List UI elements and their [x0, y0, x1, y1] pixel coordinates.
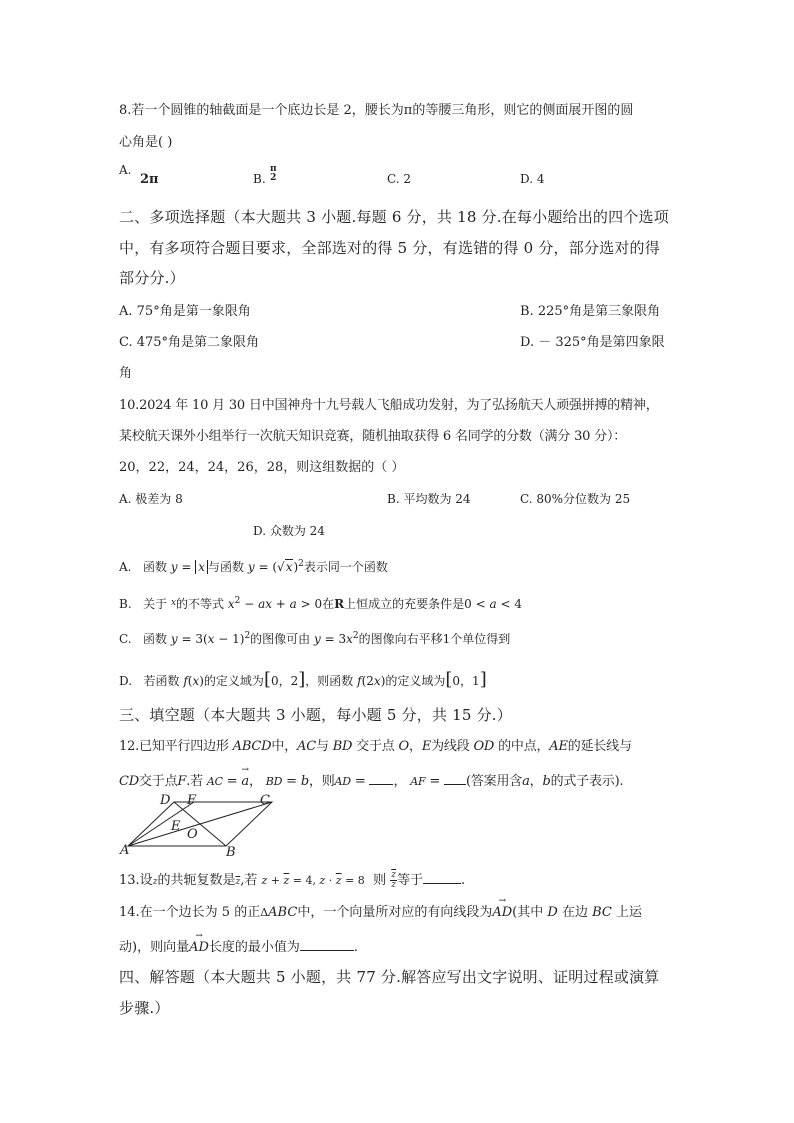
q11-b-text2: 的不等式: [176, 597, 225, 611]
q11-b-text4: 上恒成立的充要条件是: [344, 597, 465, 611]
q11-a-label: A.: [119, 560, 132, 574]
q9-option-d: D. － 325°角是第四象限: [520, 335, 665, 350]
q14-l1-e: 上运: [615, 905, 642, 920]
q14-l2-a: 动)，则向量: [119, 940, 190, 955]
q13-c: ,若: [240, 873, 258, 888]
q10-option-c: C. 80%分位数为 25: [520, 492, 631, 506]
q11-b-text1: 关于: [143, 597, 168, 611]
q8-b-denominator: 2: [270, 173, 277, 183]
q9-option-a: A. 75°角是第一象限角: [119, 304, 251, 319]
q8-option-b-label: B.: [253, 172, 266, 186]
q10-line2: 某校航天课外小组举行一次航天知识竞赛，随机抽取获得 6 名同学的分数（满分 30 分）：: [119, 429, 627, 444]
q12-l1-b: 中，: [271, 739, 297, 754]
q9-option-b: B. 225°角是第三象限角: [520, 304, 661, 319]
q13-d: 则: [373, 873, 387, 888]
q8-option-c: C. 2: [387, 172, 412, 186]
q8-line1: 8.若一个圆锥的轴截面是一个底边长是 2，腰长为π的等腰三角形，则它的侧面展开图的圆: [119, 103, 634, 118]
section4-line1: 四、解答题（本大题共 5 小题，共 77 分.解答应写出文字说明、证明过程或演算: [119, 968, 660, 986]
q11-d-text4: 的定义域为: [385, 674, 446, 688]
q12-l1-g: 的中点，: [498, 739, 550, 754]
q12-line2: CD交于点F.若 AC = → a， BD = b，则AD = ， AF = (答案用含a，b的式子表示).: [119, 772, 623, 788]
label-d: D: [160, 793, 171, 808]
q12-l2-b: .若: [186, 774, 203, 789]
parallelogram-figure: [118, 792, 278, 858]
q8-option-a-value: 2π: [140, 172, 159, 187]
q9-option-d-wrap: 角: [119, 366, 133, 381]
label-c: C: [260, 793, 270, 808]
q13-line: 13.设z的共轭复数是$\overline{z}$,若 $z + \overline{z} = 4$, $z \cdot \overline{z} = 8$ 则 $\frac{\overline{z}}{z}$ 等于 .: [119, 870, 466, 890]
q11-c-text3: 的图像向右平移1个单位得到: [358, 632, 511, 646]
q11-d-text3: ，则函数: [305, 674, 354, 688]
label-o: O: [187, 827, 198, 842]
section2-line2: 中，有多项符合题目要求，全部选对的得 5 分，有选错的得 0 分，部分选对的得: [119, 239, 660, 257]
q10-option-b: B. 平均数为 24: [387, 492, 471, 506]
q12-l1-f: 为线段: [431, 739, 470, 754]
q13-b: 的共轭复数是: [157, 873, 236, 888]
q11-c-label: C.: [119, 632, 132, 646]
q11-d-text1: 若函数: [143, 674, 180, 688]
q14-l1-c: (其中: [512, 905, 544, 920]
section3-title: 三、填空题（本大题共 3 小题，每小题 5 分，共 15 分.）: [119, 706, 512, 724]
q14-l1-a: 14.在一个边长为 5 的正: [119, 905, 261, 920]
q14-blank[interactable]: [300, 938, 354, 951]
q13-blank[interactable]: [423, 871, 461, 884]
q11-c-text1: 函数: [143, 632, 168, 646]
q12-l1-c: 与: [315, 739, 329, 754]
q8-b-numerator: π: [270, 164, 277, 174]
q11-b-text3: 在: [322, 597, 335, 611]
section4-line2: 步骤.）: [119, 999, 170, 1017]
q11-option-d: D. 若函数 f(x)的定义域为[0，2]，则函数 f(2x)的定义域为[0，1]: [119, 669, 487, 690]
q11-b-R: R: [334, 597, 345, 611]
line-af: [128, 802, 194, 846]
q12-blank-af[interactable]: [444, 772, 466, 785]
q11-option-a: A. 函数 y = x 与函数 $y = (√x)^2$表示同一个函数: [119, 559, 388, 574]
q8-option-a-label: A.: [119, 163, 132, 177]
q12-l2-c: ，: [248, 774, 262, 789]
section2-line1: 二、多项选择题（本大题共 3 小题.每题 6 分，共 18 分.在每小题给出的四个选项: [119, 208, 669, 226]
q11-c-text2: 的图像可由: [250, 632, 311, 646]
q12-l1-e: ，: [409, 739, 422, 754]
q12-l2-f: (答案用含: [465, 774, 523, 789]
q10-option-a: A. 极差为 8: [119, 492, 183, 506]
q11-a-text3: 表示同一个函数: [303, 560, 388, 574]
label-f: F: [187, 793, 197, 808]
q14-l1-d: 在边: [561, 905, 588, 920]
q14-l2-b: 长度的最小值为: [208, 940, 300, 955]
q8-option-d: D. 4: [520, 172, 545, 186]
q11-d-text2: 的定义域为: [203, 674, 264, 688]
q13-a: 13.设: [119, 873, 153, 888]
q12-l2-d: ，则: [308, 774, 335, 789]
q12-l2-h: 的式子表示).: [550, 774, 624, 789]
q12-l2-a: 交于点: [138, 774, 178, 789]
q11-option-b: B. 关于 $^x$的不等式 $x^2$ − ax + a > 0在R上恒成立的充要条件是0 < a < 4: [119, 596, 522, 611]
q11-b-label: B.: [119, 597, 132, 611]
q11-a-text1: 函数: [142, 560, 167, 574]
section2-line3: 部分分.）: [119, 269, 185, 287]
q9-option-c: C. 475°角是第二象限角: [119, 335, 260, 350]
q12-l1-a: 12.已知平行四边形: [119, 739, 229, 754]
q14-l1-b: 中，一个向量所对应的有向线段为: [297, 905, 493, 920]
q12-line1: 12.已知平行四边形 ABCD中，AC与 BD 交于点 O，E为线段 OD 的中点，AE的延长线与: [119, 739, 632, 754]
q10-line1: 10.2024 年 10 月 30 日中国神舟十九号载人飞船成功发射，为了弘扬航天人顽强拼搏的精神，: [119, 398, 659, 413]
q14-line1: 14.在一个边长为 5 的正ΔABC中，一个向量所对应的有向线段为→ AD(其中 D 在边 BC 上运: [119, 906, 642, 919]
q12-l1-h: 的延长线与: [567, 739, 632, 754]
q14-l2-c: .: [353, 940, 359, 955]
q13-e: 等于: [396, 873, 423, 888]
label-b: B: [226, 845, 236, 858]
label-e: E: [171, 819, 181, 834]
q11-a-text2: 与函数: [208, 560, 245, 574]
q8-option-b-fraction: [269, 165, 278, 183]
q10-option-d: D. 众数为 24: [253, 524, 325, 538]
q10-line3: 20，22，24，24，26，28，则这组数据的（ ）: [119, 460, 405, 475]
q12-blank-ad[interactable]: [369, 772, 393, 785]
label-a: A: [120, 843, 130, 858]
diagonal-bd: [174, 802, 226, 846]
q12-l2-e: ，: [393, 774, 407, 789]
q14-line2: 动)，则向量→ AD长度的最小值为 .: [119, 938, 358, 954]
q11-d-label: D.: [119, 674, 133, 688]
q11-option-c: C. 函数 $y = 3(x - 1)^2$的图像可由 $y = 3x^2$的图像向右平移1个单位得到: [119, 631, 511, 646]
q12-l1-d: 交于点: [356, 739, 395, 754]
q8-line2: 心角是( ): [119, 135, 173, 150]
q12-l2-g: ，: [529, 774, 543, 789]
